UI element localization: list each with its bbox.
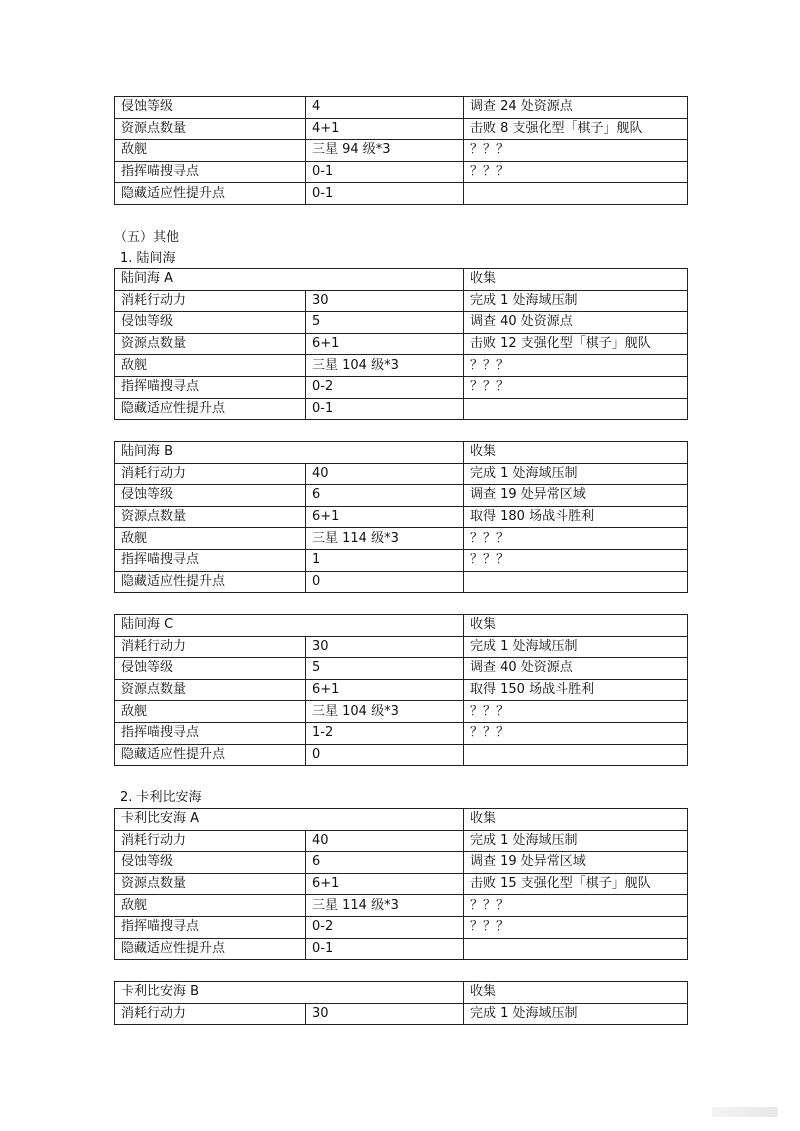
row-value: 0 bbox=[306, 744, 464, 766]
table-row bbox=[115, 744, 688, 766]
collect-condition: ？？？ bbox=[464, 895, 688, 917]
collect-condition: 调查 19 处异常区域 bbox=[464, 485, 688, 507]
collect-header: 收集 bbox=[464, 809, 688, 831]
row-label: 消耗行动力 bbox=[115, 636, 306, 658]
table-header-row bbox=[115, 982, 688, 1004]
row-label: 消耗行动力 bbox=[115, 830, 306, 852]
row-value: 0-2 bbox=[306, 916, 464, 938]
table-row bbox=[115, 701, 688, 723]
table-row bbox=[115, 506, 688, 528]
row-value: 0 bbox=[306, 571, 464, 593]
zone-name: 陆间海 C bbox=[115, 615, 464, 637]
section-heading-other: （五）其他 bbox=[114, 230, 180, 245]
row-label: 隐藏适应性提升点 bbox=[115, 398, 306, 420]
row-label: 侵蚀等级 bbox=[115, 852, 306, 874]
row-value: 6 bbox=[306, 485, 464, 507]
row-label: 侵蚀等级 bbox=[115, 312, 306, 334]
collect-condition: 取得 150 场战斗胜利 bbox=[464, 679, 688, 701]
table-row bbox=[115, 1003, 688, 1025]
row-label: 消耗行动力 bbox=[115, 290, 306, 312]
collect-condition bbox=[464, 398, 688, 420]
table-header-row bbox=[115, 615, 688, 637]
row-label: 敌舰 bbox=[115, 140, 306, 162]
row-value: 三星 104 级*3 bbox=[306, 701, 464, 723]
table-row bbox=[115, 333, 688, 355]
row-value: 5 bbox=[306, 312, 464, 334]
row-label: 敌舰 bbox=[115, 895, 306, 917]
row-label: 资源点数量 bbox=[115, 333, 306, 355]
row-value: 0-2 bbox=[306, 376, 464, 398]
collect-condition: 完成 1 处海域压制 bbox=[464, 290, 688, 312]
collect-condition: 击败 8 支强化型「棋子」舰队 bbox=[464, 118, 688, 140]
table-row bbox=[115, 722, 688, 744]
row-value: 0-1 bbox=[306, 161, 464, 183]
collect-condition bbox=[464, 571, 688, 593]
row-value: 三星 114 级*3 bbox=[306, 895, 464, 917]
collect-condition: 完成 1 处海域压制 bbox=[464, 1003, 688, 1025]
row-value: 6+1 bbox=[306, 873, 464, 895]
row-value: 0-1 bbox=[306, 938, 464, 960]
row-value: 5 bbox=[306, 658, 464, 680]
table-row bbox=[115, 97, 688, 119]
collect-header: 收集 bbox=[464, 269, 688, 291]
collect-condition: 完成 1 处海域压制 bbox=[464, 830, 688, 852]
row-label: 隐藏适应性提升点 bbox=[115, 571, 306, 593]
collect-condition: 击败 15 支强化型「棋子」舰队 bbox=[464, 873, 688, 895]
zone-name: 卡利比安海 B bbox=[115, 982, 464, 1004]
table-row bbox=[115, 636, 688, 658]
table-row bbox=[115, 463, 688, 485]
row-label: 指挥喵搜寻点 bbox=[115, 722, 306, 744]
row-label: 资源点数量 bbox=[115, 873, 306, 895]
collect-condition: ？？？ bbox=[464, 549, 688, 571]
row-label: 资源点数量 bbox=[115, 118, 306, 140]
subsection-heading-land-sea: 1. 陆间海 bbox=[120, 251, 176, 266]
row-value: 30 bbox=[306, 290, 464, 312]
table-row bbox=[115, 355, 688, 377]
table-row bbox=[115, 916, 688, 938]
zone-table-land-sea-b bbox=[114, 441, 688, 593]
row-label: 侵蚀等级 bbox=[115, 485, 306, 507]
row-label: 敌舰 bbox=[115, 701, 306, 723]
row-label: 指挥喵搜寻点 bbox=[115, 161, 306, 183]
table-row bbox=[115, 830, 688, 852]
row-label: 隐藏适应性提升点 bbox=[115, 183, 306, 205]
collect-condition bbox=[464, 183, 688, 205]
collect-condition: ？？？ bbox=[464, 528, 688, 550]
table-row bbox=[115, 485, 688, 507]
collect-condition: 调查 40 处资源点 bbox=[464, 312, 688, 334]
zone-name: 卡利比安海 A bbox=[115, 809, 464, 831]
row-value: 40 bbox=[306, 830, 464, 852]
row-label: 资源点数量 bbox=[115, 679, 306, 701]
table-row bbox=[115, 679, 688, 701]
collect-condition bbox=[464, 744, 688, 766]
row-value: 6+1 bbox=[306, 506, 464, 528]
zone-table-land-sea-c bbox=[114, 614, 688, 766]
table-header-row bbox=[115, 809, 688, 831]
table-row bbox=[115, 852, 688, 874]
collect-condition: ？？？ bbox=[464, 161, 688, 183]
collect-condition: 完成 1 处海域压制 bbox=[464, 463, 688, 485]
row-value: 1 bbox=[306, 549, 464, 571]
collect-condition: 调查 19 处异常区域 bbox=[464, 852, 688, 874]
subsection-heading-caribbean-sea: 2. 卡利比安海 bbox=[120, 790, 202, 805]
collect-condition: ？？？ bbox=[464, 355, 688, 377]
table-row bbox=[115, 161, 688, 183]
row-label: 隐藏适应性提升点 bbox=[115, 744, 306, 766]
collect-condition: 击败 12 支强化型「棋子」舰队 bbox=[464, 333, 688, 355]
collect-condition: ？？？ bbox=[464, 140, 688, 162]
table-row bbox=[115, 895, 688, 917]
zone-name: 陆间海 A bbox=[115, 269, 464, 291]
table-header-row bbox=[115, 442, 688, 464]
row-value: 1-2 bbox=[306, 722, 464, 744]
row-value: 6+1 bbox=[306, 679, 464, 701]
table-row bbox=[115, 873, 688, 895]
row-label: 侵蚀等级 bbox=[115, 658, 306, 680]
row-label: 指挥喵搜寻点 bbox=[115, 376, 306, 398]
zone-name: 陆间海 B bbox=[115, 442, 464, 464]
row-value: 30 bbox=[306, 636, 464, 658]
row-label: 指挥喵搜寻点 bbox=[115, 549, 306, 571]
collect-condition: ？？？ bbox=[464, 722, 688, 744]
watermark bbox=[712, 1107, 778, 1117]
collect-condition: ？？？ bbox=[464, 701, 688, 723]
collect-condition: 调查 40 处资源点 bbox=[464, 658, 688, 680]
zone-table-land-sea-a bbox=[114, 268, 688, 420]
row-value: 三星 104 级*3 bbox=[306, 355, 464, 377]
table-row bbox=[115, 376, 688, 398]
collect-condition bbox=[464, 938, 688, 960]
table-row bbox=[115, 938, 688, 960]
row-value: 40 bbox=[306, 463, 464, 485]
row-label: 消耗行动力 bbox=[115, 463, 306, 485]
table-header-row bbox=[115, 269, 688, 291]
row-value: 6+1 bbox=[306, 333, 464, 355]
table-row bbox=[115, 290, 688, 312]
table-row bbox=[115, 528, 688, 550]
row-label: 敌舰 bbox=[115, 355, 306, 377]
table-row bbox=[115, 312, 688, 334]
row-value: 三星 94 级*3 bbox=[306, 140, 464, 162]
row-value: 30 bbox=[306, 1003, 464, 1025]
continued-table bbox=[114, 96, 688, 205]
row-label: 消耗行动力 bbox=[115, 1003, 306, 1025]
table-row bbox=[115, 398, 688, 420]
table-row bbox=[115, 549, 688, 571]
row-value: 0-1 bbox=[306, 183, 464, 205]
table-row bbox=[115, 118, 688, 140]
collect-condition: 完成 1 处海域压制 bbox=[464, 636, 688, 658]
row-label: 敌舰 bbox=[115, 528, 306, 550]
row-label: 指挥喵搜寻点 bbox=[115, 916, 306, 938]
table-row bbox=[115, 140, 688, 162]
table-row bbox=[115, 183, 688, 205]
collect-condition: 调查 24 处资源点 bbox=[464, 97, 688, 119]
row-value: 6 bbox=[306, 852, 464, 874]
collect-header: 收集 bbox=[464, 615, 688, 637]
collect-header: 收集 bbox=[464, 982, 688, 1004]
zone-table-caribbean-b bbox=[114, 981, 688, 1025]
row-value: 三星 114 级*3 bbox=[306, 528, 464, 550]
row-value: 0-1 bbox=[306, 398, 464, 420]
zone-table-caribbean-a bbox=[114, 808, 688, 960]
row-label: 隐藏适应性提升点 bbox=[115, 938, 306, 960]
collect-condition: ？？？ bbox=[464, 376, 688, 398]
collect-condition: ？？？ bbox=[464, 916, 688, 938]
row-label: 侵蚀等级 bbox=[115, 97, 306, 119]
table-row bbox=[115, 658, 688, 680]
continued-table-body bbox=[115, 97, 688, 205]
row-value: 4+1 bbox=[306, 118, 464, 140]
row-value: 4 bbox=[306, 97, 464, 119]
collect-header: 收集 bbox=[464, 442, 688, 464]
table-row bbox=[115, 571, 688, 593]
collect-condition: 取得 180 场战斗胜利 bbox=[464, 506, 688, 528]
row-label: 资源点数量 bbox=[115, 506, 306, 528]
